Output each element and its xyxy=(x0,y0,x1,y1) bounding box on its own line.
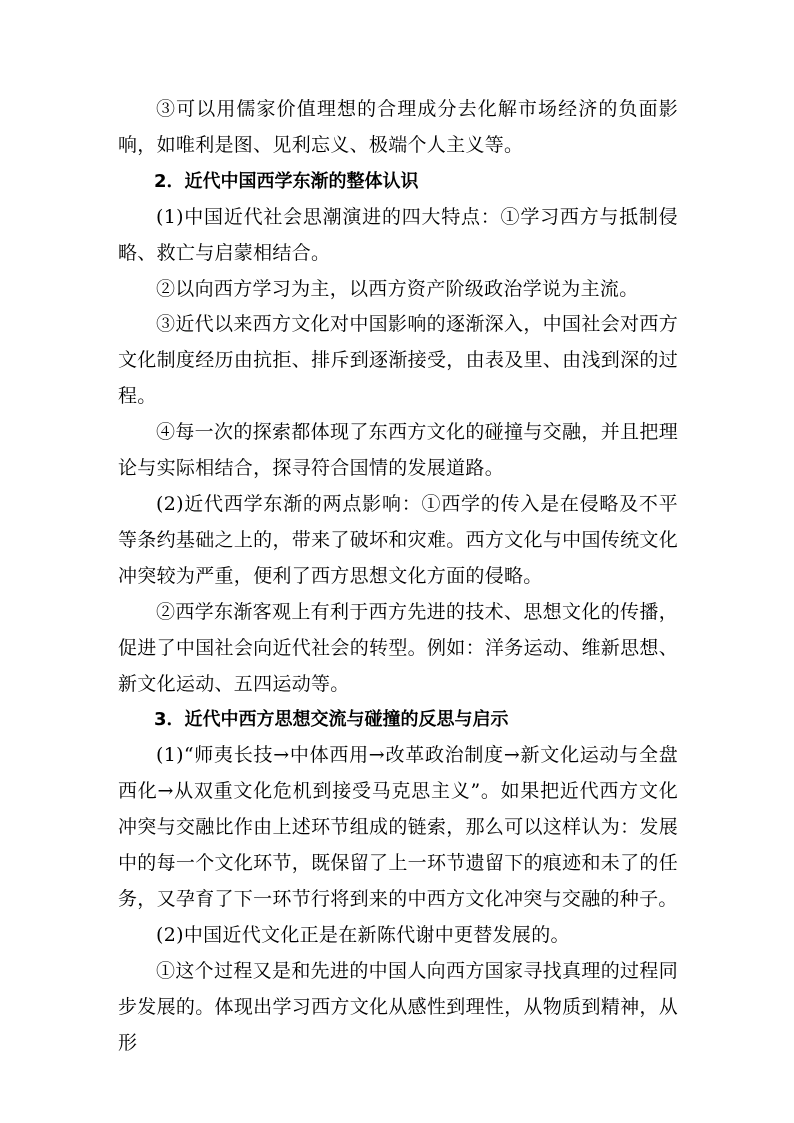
paragraph-3-1: (1)“师夷长技→中体西用→改革政治制度→新文化运动与全盘西化→从双重文化危机到接受马克思主义”。如果把近代西方文化冲突与交融比作由上述环节组成的链索，那么可以这样认为：发展中的每一个文化环节，既保留了上一环节遗留下的痕迹和未了的任务，又孕育了下一环节行将到来的中西方文化冲突与交融的种子。 xyxy=(118,744,678,910)
paragraph-3-3: ①这个过程又是和先进的中国人向西方国家寻找真理的过程同步发展的。体现出学习西方文化从感性到理性，从物质到精神，从形 xyxy=(118,959,678,1054)
paragraph-2-3: ③近代以来西方文化对中国影响的逐渐深入，中国社会对西方文化制度经历由抗拒、排斥到逐渐接受，由表及里、由浅到深的过程。 xyxy=(118,313,678,408)
paragraph-3-2: (2)中国近代文化正是在新陈代谢中更替发展的。 xyxy=(156,923,570,946)
paragraph-2-1: (1)中国近代社会思潮演进的四大特点：①学习西方与抵制侵略、救亡与启蒙相结合。 xyxy=(118,205,678,264)
paragraph-2-4: ④每一次的探索都体现了东西方文化的碰撞与交融，并且把理论与实际相结合，探寻符合国情的发展道路。 xyxy=(118,421,678,480)
paragraph-1: ③可以用儒家价值理想的合理成分去化解市场经济的负面影响，如唯利是图、见利忘义、极端个人主义等。 xyxy=(118,98,678,156)
paragraph-2-5: (2)近代西学东渐的两点影响：①西学的传入是在侵略及不平等条约基础之上的，带来了破坏和灾难。西方文化与中国传统文化冲突较为严重，便利了西方思想文化方面的侵略。 xyxy=(118,492,678,587)
paragraph-2-2: ②以向西方学习为主，以西方资产阶级政治学说为主流。 xyxy=(156,277,639,300)
document-page xyxy=(118,92,678,1061)
section-heading-2: 2．近代中国西学东渐的整体认识 xyxy=(154,170,419,192)
paragraph-2-6: ②西学东渐客观上有利于西方先进的技术、思想文化的传播，促进了中国社会向近代社会的转型。例如：洋务运动、维新思想、新文化运动、五四运动等。 xyxy=(118,600,678,695)
section-heading-3: 3．近代中西方思想交流与碰撞的反思与启示 xyxy=(154,709,509,731)
